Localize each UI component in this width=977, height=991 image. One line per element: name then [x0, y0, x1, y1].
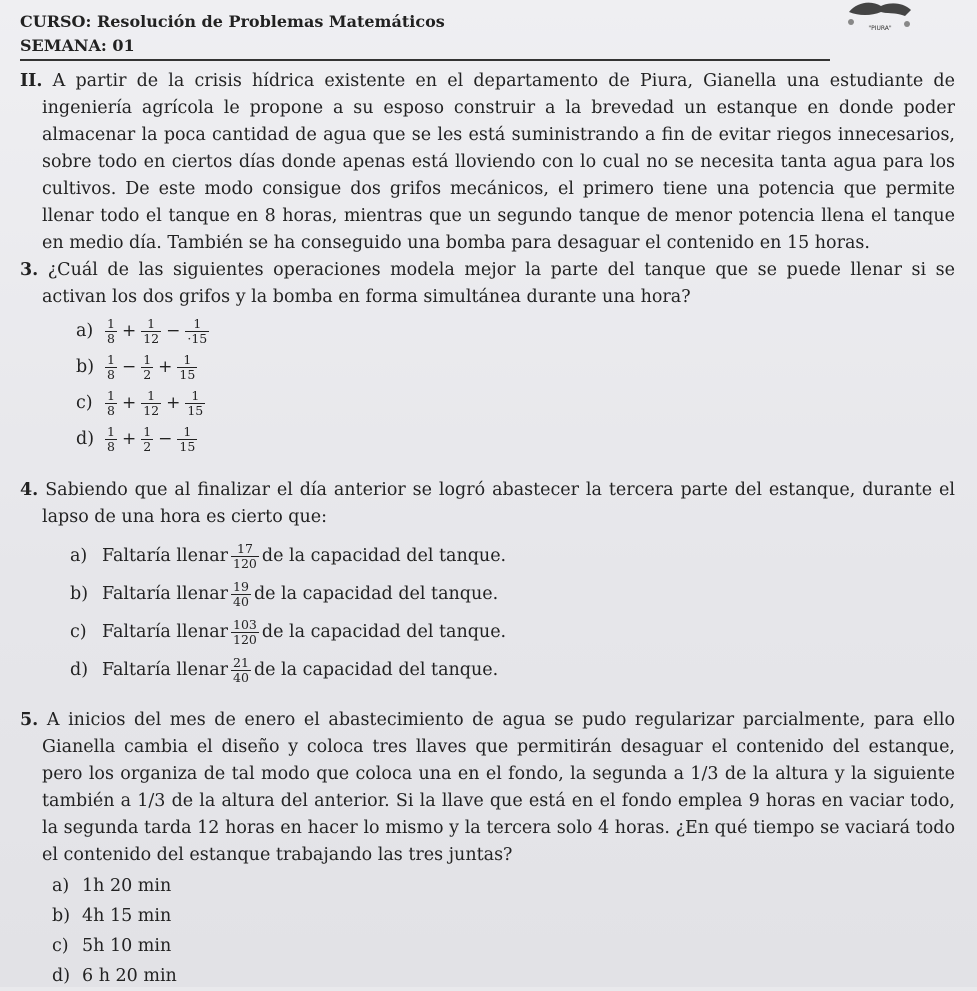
- q3-option-label: c): [76, 392, 93, 413]
- q3-term-numerator: 1: [107, 351, 115, 367]
- q4-answer-fraction: [231, 542, 259, 571]
- q3-term-denominator: 15: [187, 402, 204, 418]
- operator: +: [121, 428, 137, 449]
- q5-option-text: 1h 20 min: [82, 876, 172, 896]
- q3-term-fraction: [177, 353, 197, 382]
- operator: −: [158, 428, 173, 449]
- q4-option[interactable]: [70, 537, 955, 575]
- question-5: [20, 707, 955, 869]
- q3-term-denominator: 8: [107, 330, 115, 346]
- problem-statement: [20, 68, 955, 257]
- q5-option-text: 5h 10 min: [82, 936, 172, 956]
- q3-term-fraction: [141, 353, 153, 382]
- q3-term-fraction: [105, 353, 117, 382]
- operator: +: [166, 392, 181, 413]
- q4-option-label: c): [70, 621, 87, 642]
- problem-text: A partir de la crisis hídrica existente en el departamento de Piura, Gianella una estudiante de ingeniería agrícola le propone a su esposo construir a la brevedad un estanque en donde poder almacenar la poca cantidad de agua que se les está suministrando a fin de evitar riegos innecesarios, sobre todo en ciertos días donde apenas está lloviendo con lo cual no se necesita tanta agua para los cultivos. De este modo consigue dos grifos mecánicos, el primero tiene una potencia que permite llenar todo el tanque en 8 horas, mientras que un segundo tanque de menor potencia llena el tanque en medio día. También se ha conseguido una bomba para desaguar el contenido en 15 horas.: [42, 71, 955, 253]
- q4-option-label: a): [70, 545, 88, 566]
- q3-option[interactable]: [76, 313, 955, 349]
- q4-answer-denominator: 40: [233, 593, 249, 609]
- q3-term-numerator: 1: [183, 423, 192, 439]
- q3-term-numerator: 1: [191, 387, 200, 403]
- q4-option-suffix: de la capacidad del tanque.: [253, 659, 499, 680]
- q4-answer-fraction: [231, 618, 259, 647]
- q3-term-denominator: 8: [107, 366, 115, 382]
- header: [20, 10, 445, 58]
- header-divider: [20, 59, 830, 61]
- q4-answer-denominator: 120: [233, 555, 257, 571]
- operator: −: [121, 356, 137, 377]
- q3-term-numerator: 1: [147, 315, 156, 331]
- q3-term-denominator: 2: [143, 438, 152, 454]
- q3-option-label: b): [76, 356, 95, 377]
- question-4: [20, 477, 955, 531]
- q4-option-suffix: de la capacidad del tanque.: [253, 583, 499, 604]
- q5-option[interactable]: [52, 931, 955, 961]
- section-label: II.: [20, 71, 43, 91]
- q3-term-denominator: 15: [179, 366, 196, 382]
- q3-term-numerator: 1: [147, 387, 156, 403]
- question-5-number: 5.: [20, 710, 39, 730]
- q5-option-text: 4h 15 min: [82, 906, 172, 926]
- q4-option-prefix: Faltaría llenar: [102, 659, 229, 680]
- q3-term-numerator: 1: [107, 387, 115, 403]
- q4-option-prefix: Faltaría llenar: [102, 621, 229, 642]
- q3-term-denominator: ·15: [187, 330, 208, 346]
- q3-term-numerator: 1: [183, 351, 192, 367]
- q4-option-suffix: de la capacidad del tanque.: [261, 621, 507, 642]
- q4-option-label: d): [70, 659, 89, 680]
- q3-term-denominator: 2: [143, 366, 152, 382]
- q4-answer-denominator: 120: [233, 631, 257, 647]
- q4-answer-denominator: 40: [233, 669, 249, 685]
- question-4-text: Sabiendo que al finalizar el día anterior se logró abastecer la tercera parte del estanque, durante el lapso de una hora es cierto que:: [42, 480, 955, 527]
- q3-term-numerator: 1: [107, 315, 115, 331]
- q5-option-label: a): [52, 876, 70, 896]
- q3-option-label: d): [76, 428, 95, 449]
- q3-term-fraction: [141, 389, 161, 418]
- q3-term-fraction: [105, 389, 117, 418]
- week-label: SEMANA: 01: [20, 36, 135, 55]
- piura-map-logo: [845, 0, 915, 34]
- q4-option-prefix: Faltaría llenar: [102, 583, 229, 604]
- q3-term-fraction: [141, 317, 161, 346]
- q3-term-numerator: 1: [143, 351, 152, 367]
- q4-answer-numerator: 19: [233, 578, 249, 594]
- q3-term-denominator: 15: [179, 438, 196, 454]
- q5-option[interactable]: [52, 901, 955, 931]
- q3-term-denominator: 12: [143, 402, 160, 418]
- q5-option-label: b): [52, 906, 71, 926]
- q3-term-fraction: [185, 389, 205, 418]
- question-5-text: A inicios del mes de enero el abastecimiento de agua se pudo regularizar parcialmente, para ello Gianella cambia el diseño y coloca tres llaves que permitirán desaguar el contenido del estanque, pero los organiza de tal modo que coloca una en el fondo, la segunda a 1/3 de la altura y la siguiente también a 1/3 de la altura del anterior. Si la llave que está en el fondo emplea 9 horas en vaciar todo, la segunda tarda 12 horas en hacer lo mismo y la tercera solo 4 horas. ¿En qué tiempo se vaciará todo el contenido del estanque trabajando las tres juntas?: [42, 710, 955, 865]
- q3-term-fraction: [141, 425, 153, 454]
- q3-option[interactable]: [76, 421, 955, 457]
- q4-answer-numerator: 17: [237, 540, 253, 556]
- question-3-options: [76, 313, 955, 457]
- q3-term-numerator: 1: [193, 315, 202, 331]
- question-3-text: ¿Cuál de las siguientes operaciones modela mejor la parte del tanque que se puede llenar si se activan los dos grifos y la bomba en forma simultánea durante una hora?: [42, 260, 955, 307]
- q4-option-prefix: Faltaría llenar: [102, 545, 229, 566]
- question-4-number: 4.: [20, 480, 39, 500]
- q4-answer-fraction: [231, 580, 251, 609]
- q3-option[interactable]: [76, 349, 955, 385]
- q4-option[interactable]: [70, 613, 955, 651]
- question-4-options: [70, 537, 955, 689]
- q3-term-denominator: 8: [107, 402, 115, 418]
- q3-term-numerator: 1: [107, 423, 115, 439]
- content: [20, 68, 955, 991]
- q4-option-suffix: de la capacidad del tanque.: [261, 545, 507, 566]
- operator: +: [121, 320, 137, 341]
- q5-option-label: d): [52, 966, 71, 986]
- q4-answer-numerator: 103: [233, 616, 257, 632]
- q3-term-denominator: 12: [143, 330, 160, 346]
- question-5-options: [52, 871, 955, 991]
- q3-term-fraction: [105, 425, 117, 454]
- q3-term-fraction: [177, 425, 197, 454]
- q3-term-fraction: [185, 317, 209, 346]
- question-3-number: 3.: [20, 260, 39, 280]
- q3-term-denominator: 8: [107, 438, 115, 454]
- q3-term-fraction: [105, 317, 117, 346]
- q4-answer-fraction: [231, 656, 251, 685]
- course-title: CURSO: Resolución de Problemas Matemáticos: [20, 12, 445, 31]
- q3-term-numerator: 1: [143, 423, 152, 439]
- q3-option-label: a): [76, 320, 94, 341]
- operator: +: [158, 356, 173, 377]
- q5-option-text: 6 h 20 min: [82, 966, 177, 986]
- q3-option[interactable]: [76, 385, 955, 421]
- q4-option-label: b): [70, 583, 89, 604]
- operator: +: [121, 392, 137, 413]
- q4-option[interactable]: [70, 651, 955, 689]
- q5-option-label: c): [52, 936, 69, 956]
- q5-option[interactable]: [52, 871, 955, 901]
- operator: −: [166, 320, 181, 341]
- logo-text: "PIURA": [868, 25, 892, 32]
- q4-option[interactable]: [70, 575, 955, 613]
- question-3: [20, 257, 955, 311]
- q4-answer-numerator: 21: [233, 654, 249, 670]
